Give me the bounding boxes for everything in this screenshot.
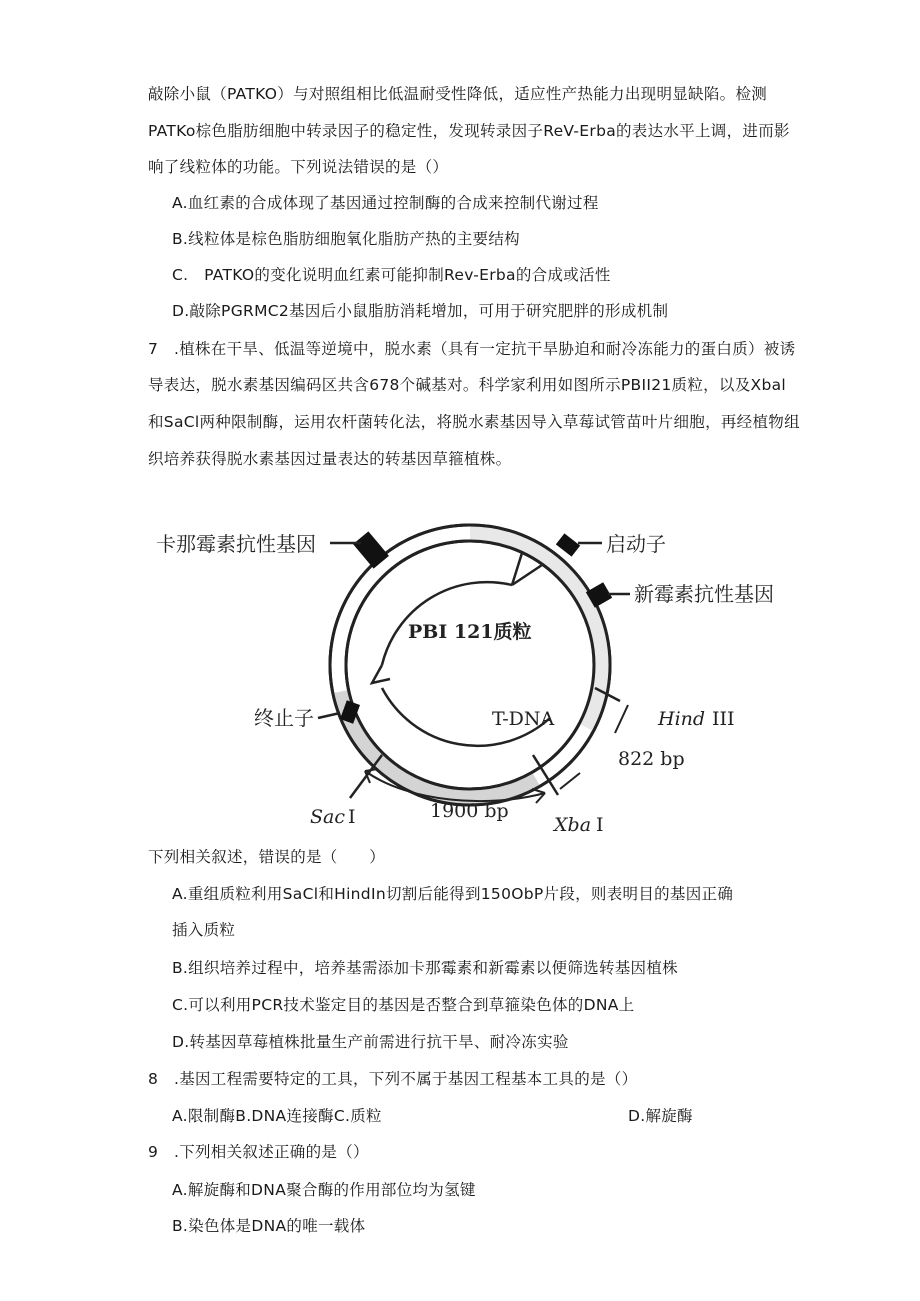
- sac-site-line: [350, 755, 382, 798]
- q7-option-b: B.组织培养过程中，培养基需添加卡那霉素和新霉素以便筛选转基因植株: [172, 959, 678, 977]
- q7-text-line-3: 和SaCl两种限制酶，运用农杆菌转化法，将脱水素基因导入草莓试管苗叶片细胞，再经植物组: [148, 413, 800, 431]
- q7-question: 下列相关叙述，错误的是（ ）: [148, 848, 386, 866]
- sac-numeral: I: [348, 806, 356, 828]
- xba-numeral: I: [596, 814, 604, 836]
- kanamycin-label: 卡那霉素抗性基因: [156, 532, 316, 556]
- q6-option-c: C. PATKO的变化说明血红素可能抑制Rev-Erba的合成或活性: [172, 266, 611, 284]
- q6-option-a: A.血红素的合成体现了基因通过控制酶的合成来控制代谢过程: [172, 194, 599, 212]
- plasmid-diagram: [150, 493, 790, 838]
- q6-text-line-2: PATKo棕色脂肪细胞中转录因子的稳定性，发现转录因子ReV-Erba的表达水平上调，进而影: [148, 122, 790, 140]
- plasmid-name-label: PBI 121质粒: [408, 621, 532, 643]
- q8-options-abc: A.限制酶B.DNA连接酶C.质粒: [172, 1107, 382, 1125]
- terminator-label: 终止子: [254, 706, 314, 730]
- q6-text-line-1: 敲除小鼠（PATKO）与对照组相比低温耐受性降低，适应性产热能力出现明显缺陷。检测: [148, 85, 768, 103]
- hind-label: Hind: [658, 708, 706, 730]
- q7-option-d: D.转基因草莓植株批量生产前需进行抗干旱、耐冷冻实验: [172, 1033, 569, 1051]
- q7-option-a-line-1: A.重组质粒利用SaCl和HindIn切割后能得到150ObP片段，则表明目的基因正确: [172, 885, 734, 903]
- terminator-pointer: [318, 713, 340, 718]
- q8-text: 8 .基因工程需要特定的工具，下列不属于基因工程基本工具的是（）: [148, 1070, 638, 1088]
- bp822-label: 822 bp: [618, 748, 685, 770]
- neomycin-label: 新霉素抗性基因: [634, 582, 774, 606]
- bp822-arrow-up: [615, 705, 628, 733]
- tdna-arrow-left: [372, 665, 390, 683]
- promoter-label: 启动子: [606, 532, 666, 556]
- kanamycin-block: [353, 531, 389, 568]
- q8-option-d: D.解旋酶: [628, 1107, 693, 1125]
- xba-label: Xba: [554, 814, 592, 836]
- q9-option-a: A.解旋酶和DNA聚合酶的作用部位均为氢键: [172, 1181, 476, 1199]
- sac-label: Sac: [310, 806, 345, 828]
- q7-option-c: C.可以利用PCR技术鉴定目的基因是否整合到草箍染色体的DNA上: [172, 996, 635, 1014]
- q6-option-b: B.线粒体是棕色脂肪细胞氧化脂肪产热的主要结构: [172, 230, 520, 248]
- q6-option-d: D.敲除PGRMC2基因后小鼠脂肪消耗增加，可用于研究肥胖的形成机制: [172, 302, 669, 320]
- bp1900-label: 1900 bp: [430, 800, 509, 822]
- plasmid-svg: [150, 493, 790, 838]
- tdna-label: T-DNA: [492, 708, 555, 730]
- q7-text-line-4: 织培养获得脱水素基因过量表达的转基因草箍植株。: [148, 450, 512, 468]
- q9-option-b: B.染色体是DNA的唯一载体: [172, 1217, 366, 1235]
- q7-option-a-line-2: 插入质粒: [172, 921, 236, 939]
- q7-text-line-2: 导表达，脱水素基因编码区共含678个碱基对。科学家利用如图所示PBII21质粒，以及Xbal: [148, 376, 786, 394]
- promoter-block: [556, 533, 580, 556]
- hind-numeral: III: [712, 708, 735, 730]
- q9-text: 9 .下列相关叙述正确的是（）: [148, 1143, 369, 1161]
- q7-text-line-1: 7 .植株在干旱、低温等逆境中，脱水素（具有一定抗干旱胁迫和耐冷冻能力的蛋白质）被诱: [148, 340, 796, 358]
- q6-text-line-3: 响了线粒体的功能。下列说法错误的是（）: [148, 158, 449, 176]
- bp822-arrow-down: [560, 773, 580, 789]
